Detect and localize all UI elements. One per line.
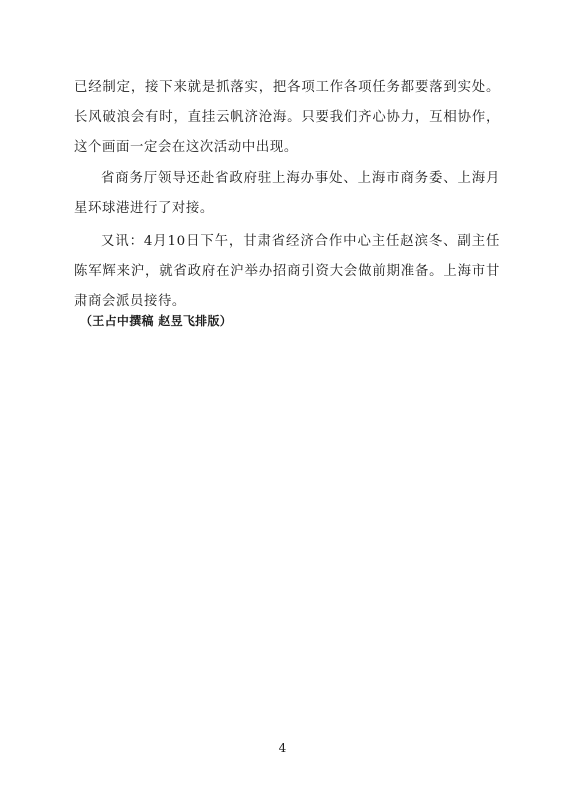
body-paragraph-3: 又讯：4月10日下午，甘肃省经济合作中心主任赵滨冬、副主任陈军辉来沪，就省政府在沪举办招商引资大会做前期准备。上海市甘肃商会派员接待。 [74, 234, 500, 309]
author-credit: （王占中撰稿 赵昱飞排版） [80, 314, 233, 328]
page-number: 4 [278, 741, 287, 755]
body-paragraph-1: 已经制定，接下来就是抓落实，把各项工作各项任务都要落到实处。长风破浪会有时，直挂云帆济沧海。只要我们齐心协力，互相协作，这个画面一定会在这次活动中出现。 [74, 80, 500, 155]
body-paragraph-2: 省商务厅领导还赴省政府驻上海办事处、上海市商务委、上海月星环球港进行了对接。 [74, 171, 500, 216]
